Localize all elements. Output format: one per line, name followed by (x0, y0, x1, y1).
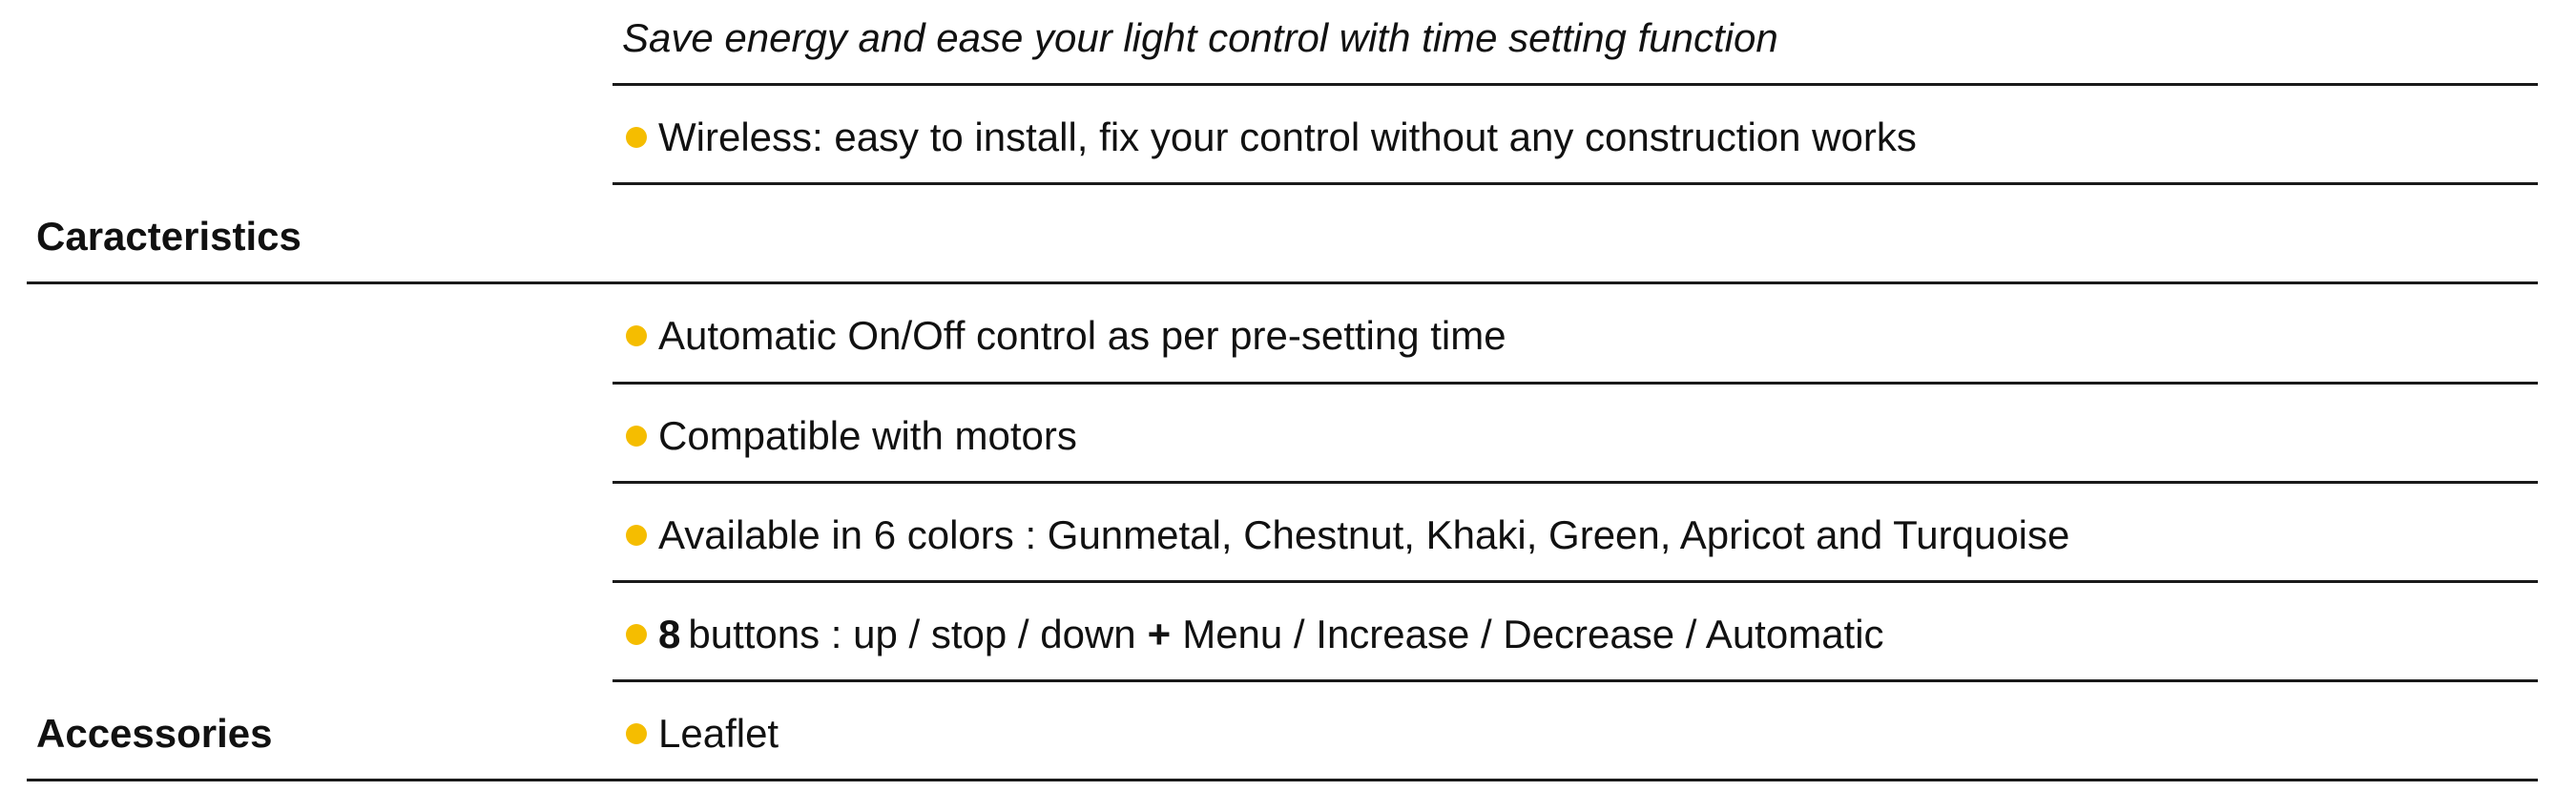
row-divider (613, 83, 2538, 86)
bullet-icon (626, 325, 647, 346)
row-divider (613, 679, 2538, 682)
feature-item-automatic (622, 286, 1506, 385)
bullet-icon (626, 127, 647, 148)
intro-text: Save energy and ease your light control with time setting function (622, 15, 1778, 60)
accessory-item-leaflet (622, 684, 779, 783)
bullet-icon (626, 525, 647, 546)
bullet-icon (626, 723, 647, 744)
feature-item-motors (622, 386, 1077, 486)
section-divider (27, 779, 2538, 781)
feature-item-buttons (622, 585, 1884, 684)
row-divider (613, 580, 2538, 583)
feature-item-wireless (622, 88, 1917, 187)
feature-text: Wireless: easy to install, fix your control without any construction works (658, 115, 1917, 159)
section-label-characteristics: Caracteristics (36, 214, 301, 259)
row-divider (613, 481, 2538, 484)
buttons-text-a: buttons : up / stop / down (688, 612, 1136, 656)
bullet-icon (626, 426, 647, 447)
bullet-icon (626, 624, 647, 645)
accessory-text: Leaflet (658, 711, 779, 756)
feature-item-colors (622, 486, 2069, 585)
buttons-text-b: Menu / Increase / Decrease / Automatic (1182, 612, 1884, 656)
plus-sign: + (1147, 612, 1172, 656)
feature-text: Compatible with motors (658, 413, 1077, 458)
row-divider (613, 382, 2538, 385)
feature-text: Available in 6 colors : Gunmetal, Chestnut, Khaki, Green, Apricot and Turquoise (658, 512, 2070, 557)
row-divider (613, 182, 2538, 185)
section-label-accessories: Accessories (36, 711, 273, 756)
button-count: 8 (658, 612, 681, 656)
feature-text: Automatic On/Off control as per pre-setting time (658, 313, 1506, 358)
section-divider (27, 281, 2538, 284)
